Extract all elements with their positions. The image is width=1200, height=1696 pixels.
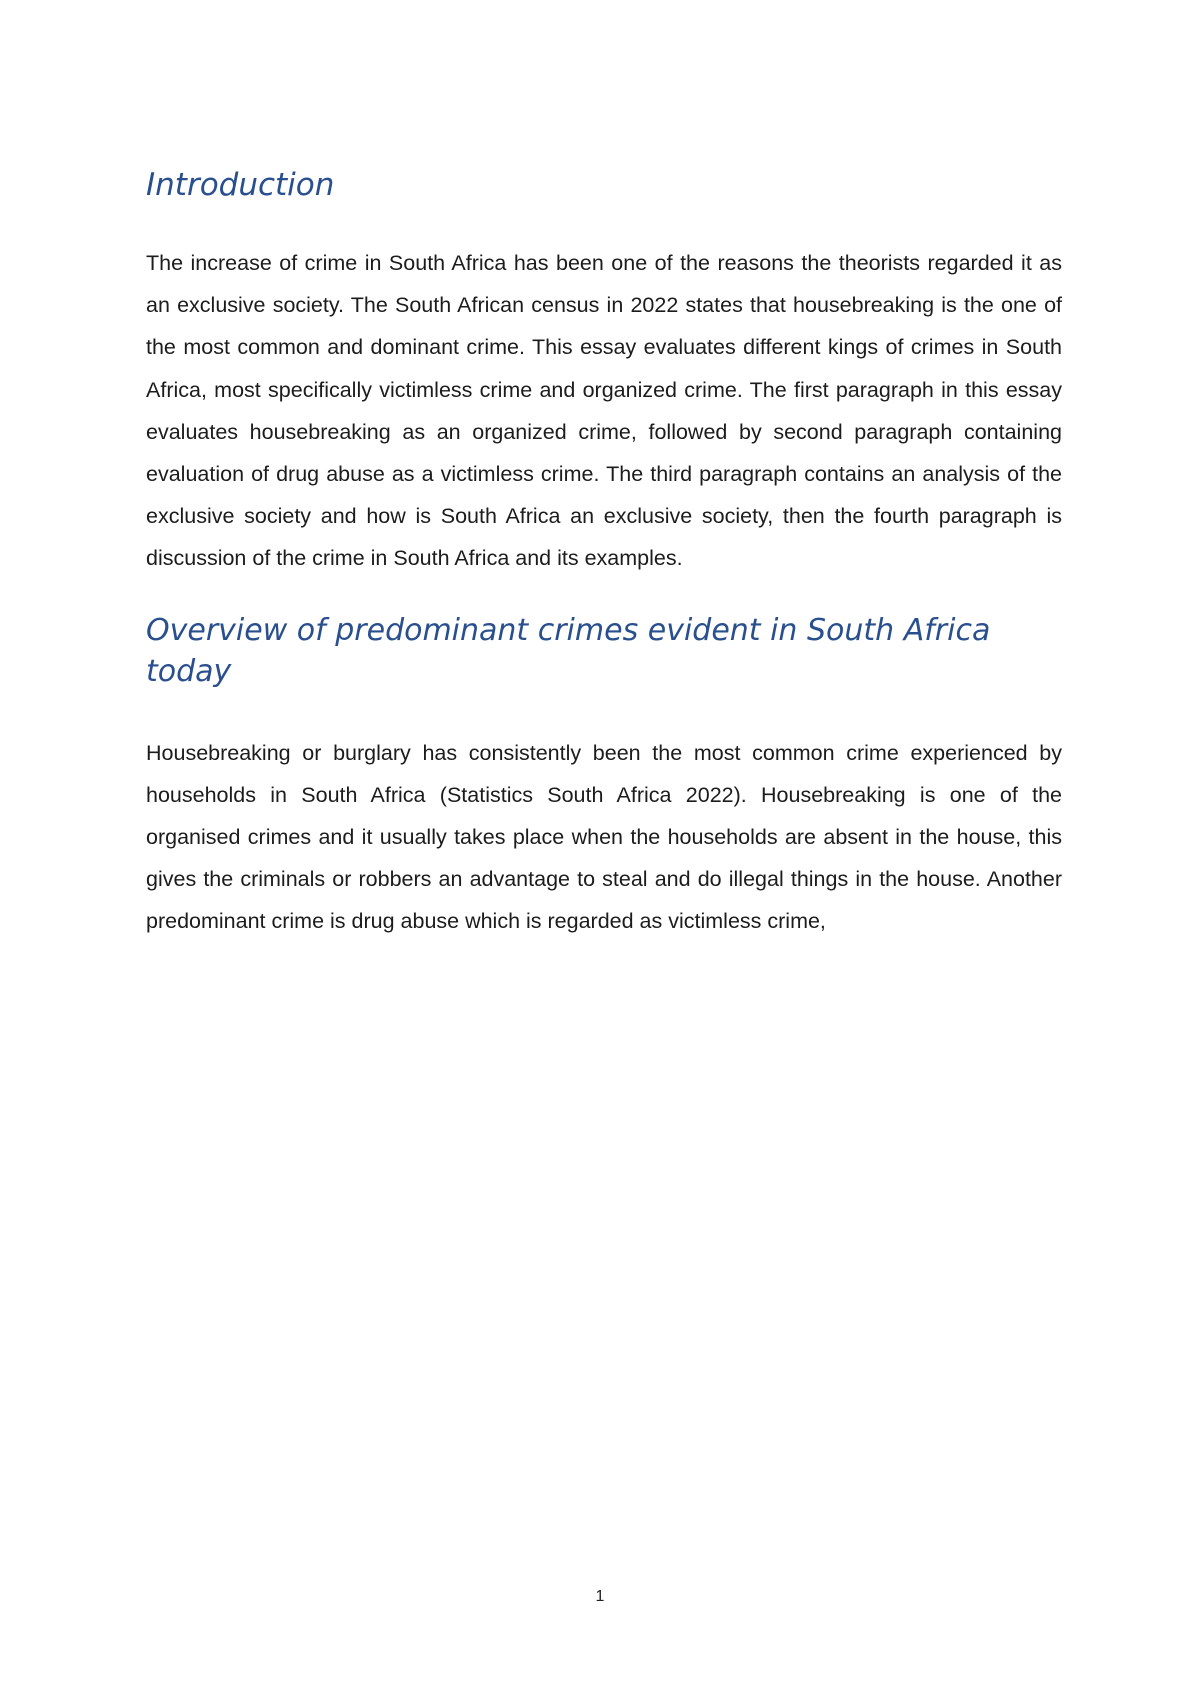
introduction-heading: Introduction xyxy=(146,167,335,203)
overview-heading: Overview of predominant crimes evident in South Africa today xyxy=(146,612,991,689)
page-number: 1 xyxy=(595,1588,605,1605)
introduction-paragraph: The increase of crime in South Africa has been one of the reasons the theorists regarded it as an exclusive society. The South African census in 2022 states that housebreaking is the one of the most common and dominant crime. This essay evaluates different kings of crimes in South Africa, most specifically victimless crime and organized crime. The first paragraph in this essay evaluates housebreaking as an organized crime, followed by second paragraph containing evaluation of drug abuse as a victimless crime. The third paragraph contains an analysis of the exclusive society and how is South Africa an exclusive society, then the fourth paragraph is discussion of the crime in South Africa and its examples. xyxy=(146,251,1062,571)
overview-paragraph: Housebreaking or burglary has consistently been the most common crime experienced by households in South Africa (Statistics South Africa 2022). Housebreaking is one of the organised crimes and it usually takes place when the households are absent in the house, this gives the criminals or robbers an advantage to steal and do illegal things in the house. Another predominant crime is drug abuse which is regarded as victimless crime, xyxy=(146,740,1062,934)
document-body xyxy=(146,165,1062,943)
